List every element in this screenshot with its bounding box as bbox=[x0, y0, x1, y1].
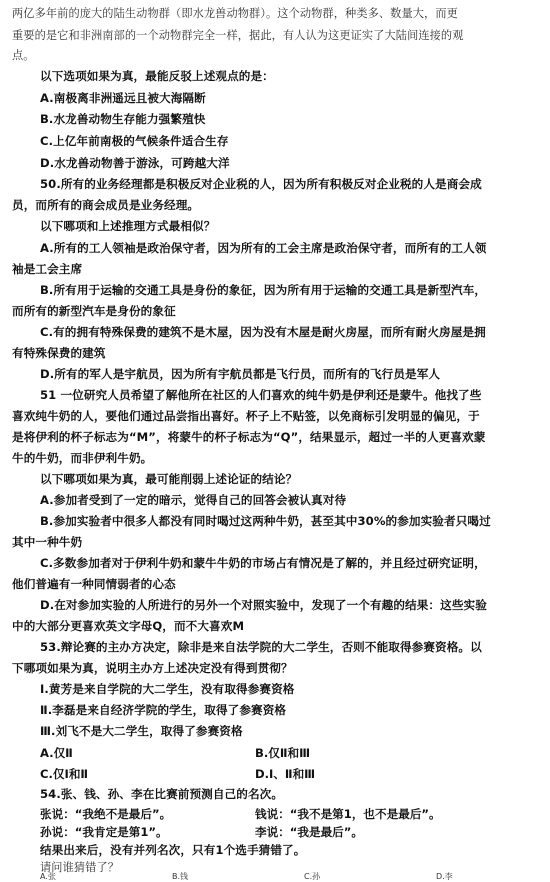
statement-line: Ⅰ.黄芳是来自学院的大二学生，没有取得参赛资格 bbox=[40, 682, 295, 696]
option-line: B.水龙兽动物生存能力强繁殖快 bbox=[40, 112, 206, 126]
question-prompt: 以下选项如果为真，最能反驳上述观点的是： bbox=[40, 69, 274, 83]
question-ask: 请问谁猜错了？ bbox=[40, 861, 120, 874]
option-line: A.所有的工人领袖是政治保守者，因为所有的工会主席是政治保守者，而所有的工人领 bbox=[40, 241, 487, 255]
option-line: B.所有用于运输的交通工具是身份的象征，因为所有用于运输的交通工具是新型汽车， bbox=[40, 283, 487, 297]
question-51-stem: 牛的牛奶，而非伊利牛奶。 bbox=[12, 451, 153, 465]
q54-option-a: A.张 bbox=[40, 872, 56, 881]
question-50-stem: 50.所有的业务经理都是积极反对企业税的人，因为所有积极反对企业税的人是商会成 bbox=[40, 177, 482, 191]
q54-option-b: B.钱 bbox=[172, 872, 189, 881]
passage-line: 重要的是它和非洲南部的一个动物群完全一样，据此，有人认为这更证实了大陆间连接的观 bbox=[12, 29, 464, 42]
option-line: 其中一种牛奶 bbox=[12, 535, 83, 549]
passage-line: 两亿多年前的庞大的陆生动物群（即水龙兽动物群）。这个动物群，种类多、数量大，而更 bbox=[12, 7, 458, 20]
option-b: B.仅Ⅱ和Ⅲ bbox=[255, 746, 311, 760]
question-54-stem: 54.张、钱、孙、李在比赛前预测自己的名次。 bbox=[40, 787, 284, 801]
question-53-stem: 下哪项如果为真，说明主办方上述决定没有得到贯彻？ bbox=[12, 661, 293, 675]
option-line: C.上亿年前南极的气候条件适合生存 bbox=[40, 134, 229, 148]
q54-option-c: C.孙 bbox=[304, 872, 321, 881]
option-line: 他们普遍有一种同情弱者的心态 bbox=[12, 577, 176, 591]
option-line: 中的大部分更喜欢英文字母Q，而不大喜欢M bbox=[12, 619, 245, 633]
option-line: A.参加者受到了一定的暗示，觉得自己的回答会被认真对待 bbox=[40, 493, 347, 507]
result-line: 结果出来后，没有并列名次，只有1个选手猜错了。 bbox=[40, 843, 306, 857]
q54-option-d: D.李 bbox=[436, 872, 453, 881]
option-line: 而所有的新型汽车是身份的象征 bbox=[12, 304, 176, 318]
question-50-stem: 员，而所有的商会成员是业务经理。 bbox=[12, 198, 200, 212]
passage-line: 点。 bbox=[12, 49, 35, 62]
question-prompt: 以下哪项如果为真，最可能削弱上述论证的结论？ bbox=[40, 472, 298, 486]
quote-zhang: 张说：“我绝不是最后”。 bbox=[40, 807, 172, 821]
question-51-stem: 是将伊利的杯子标志为“M”，将蒙牛的杯子标志为“Q”，结果显示，超过一半的人更喜欢蒙 bbox=[12, 430, 486, 444]
option-line: B.参加实验者中很多人都没有同时喝过这两种牛奶，甚至其中30%的参加实验者只喝过 bbox=[40, 514, 491, 528]
option-line: D.所有的军人是宇航员，因为所有宇航员都是飞行员，而所有的飞行员是军人 bbox=[40, 367, 441, 381]
option-line: D.水龙兽动物善于游泳，可跨越大洋 bbox=[40, 156, 230, 170]
quote-sun: 孙说：“我肯定是第1”。 bbox=[40, 825, 168, 839]
quote-li: 李说：“我是最后”。 bbox=[255, 825, 363, 839]
option-d: D.Ⅰ、Ⅱ和Ⅲ bbox=[255, 767, 316, 781]
question-51-stem: 喜欢纯牛奶的人，要他们通过品尝指出喜好。杯子上不贴签，以免商标引发明显的偏见，于 bbox=[12, 409, 480, 423]
question-prompt: 以下哪项和上述推理方式最相似？ bbox=[40, 219, 216, 233]
statement-line: Ⅱ.李磊是来自经济学院的学生，取得了参赛资格 bbox=[40, 703, 287, 717]
option-line: D.在对参加实验的人所进行的另外一个对照实验中，发现了一个有趣的结果：这些实验 bbox=[40, 598, 487, 612]
statement-line: Ⅲ.刘飞不是大二学生，取得了参赛资格 bbox=[40, 724, 243, 738]
option-c: C.仅Ⅰ和Ⅱ bbox=[40, 767, 89, 781]
option-line: 袖是工会主席 bbox=[12, 262, 83, 276]
option-line: C.多数参加者对于伊利牛奶和蒙牛牛奶的市场占有情况是了解的，并且经过研究证明， bbox=[40, 556, 486, 570]
question-51-stem: 51 一位研究人员希望了解他所在社区的人们喜欢的纯牛奶是伊利还是蒙牛。他找了些 bbox=[40, 388, 482, 402]
question-53-stem: 53.辩论赛的主办方决定，除非是来自法学院的大二学生，否则不能取得参赛资格。以 bbox=[40, 640, 482, 654]
option-a: A.仅Ⅱ bbox=[40, 746, 73, 760]
option-line: C.有的拥有特殊保费的建筑不是木屋，因为没有木屋是耐火房屋，而所有耐火房屋是拥 bbox=[40, 325, 486, 339]
option-line: 有特殊保费的建筑 bbox=[12, 346, 106, 360]
quote-qian: 钱说：“我不是第1，也不是最后”。 bbox=[255, 807, 441, 821]
option-line: A.南极离非洲遥远且被大海隔断 bbox=[40, 91, 206, 105]
